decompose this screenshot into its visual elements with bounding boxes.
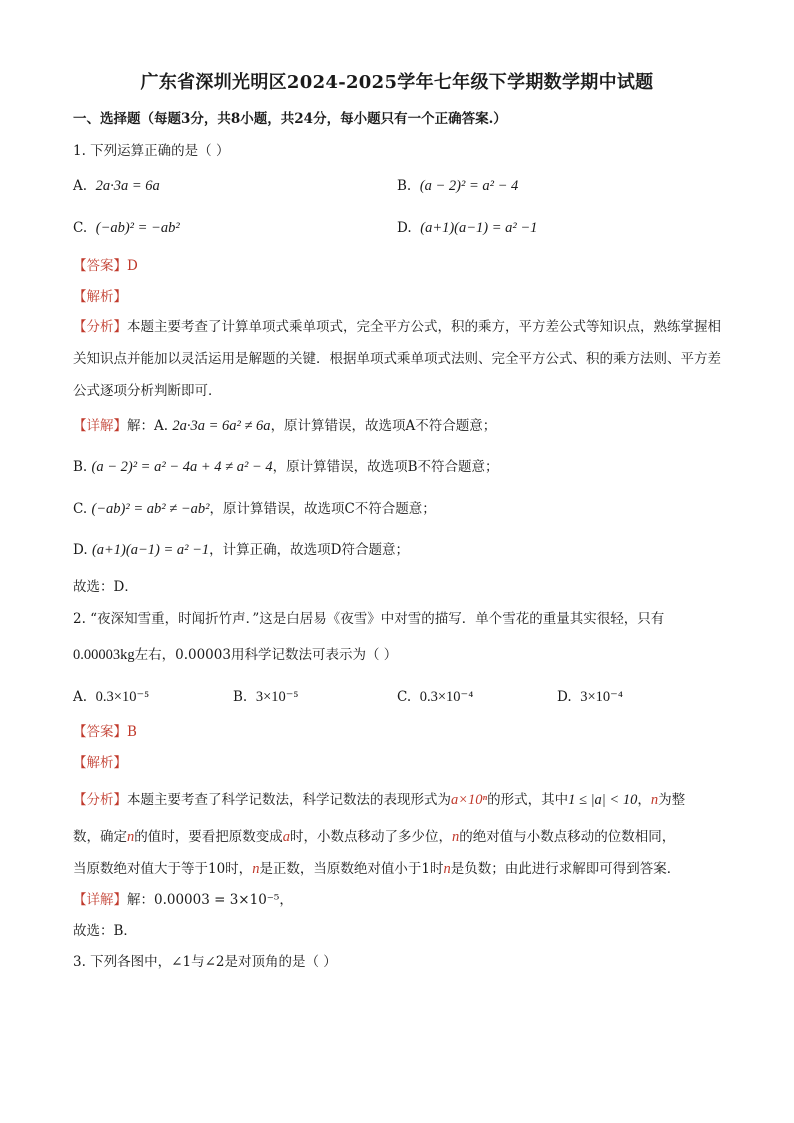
section-heading: 一、选择题（每题3分，共8小题，共24分，每小题只有一个正确答案.） [73,111,507,127]
page-title: 广东省深圳光明区2024-2025学年七年级下学期数学期中试题 [140,72,654,93]
q1-detail-d: D. (a+1)(a−1) = a² −1，计算正确，故选项D符合题意； [73,542,409,558]
q2-option-a: A. 0.3×10⁻⁵ [73,689,150,705]
q1-option-a: A. 2a·3a = 6a [73,178,160,194]
q1-option-d: D. (a+1)(a−1) = a² −1 [397,220,538,236]
q1-analysis-tag: 【解析】 [73,289,127,305]
q1-stem: 1. 下列运算正确的是（ ） [73,143,230,159]
q1-fenxi: 【分析】本题主要考查了计算单项式乘单项式，完全平方公式，积的乘方，平方差公式等知识点，熟练掌握相关知识点并能加以灵活运用是解题的关键．根据单项式乘单项式法则、完全平方公式、积的乘方法则、平方差公式逐项分析判断即可． [73,319,721,399]
q1-detail-a: 【详解】解：A. 2a·3a = 6a² ≠ 6a，原计算错误，故选项A不符合题意； [73,418,497,434]
q1-answer: 【答案】D [73,258,138,274]
q2-option-c: C. 0.3×10⁻⁴ [397,689,474,705]
q2-answer: 【答案】B [73,724,137,740]
q2-stem-line1: 2. “夜深知雪重，时闻折竹声．”这是白居易《夜雪》中对雪的描写．单个雪花的重量其实很轻，只有 [73,611,665,627]
q2-option-b: B. 3×10⁻⁵ [233,689,299,705]
q1-option-b: B. (a − 2)² = a² − 4 [397,178,519,194]
q3-stem: 3. 下列各图中，∠1与∠2是对顶角的是（ ） [73,954,337,970]
q1-choose: 故选：D． [73,579,138,595]
q2-stem-line2: 0.00003kg左右，0.00003用科学记数法可表示为（ ） [73,647,398,663]
q2-analysis-tag: 【解析】 [73,755,127,771]
q1-detail-c: C. (−ab)² = ab² ≠ −ab²，原计算错误，故选项C不符合题意； [73,501,436,517]
q2-detail: 【详解】解：0.00003 = 3×10⁻⁵， [73,892,293,908]
q1-detail-b: B. (a − 2)² = a² − 4a + 4 ≠ a² − 4，原计算错误，故选项B不符合题意； [73,459,499,475]
q1-option-c: C. (−ab)² = −ab² [73,220,180,236]
q2-option-d: D. 3×10⁻⁴ [557,689,623,705]
q2-fenxi-line2: 数，确定n的值时，要看把原数变成a时，小数点移动了多少位，n的绝对值与小数点移动的位数相同， [73,829,676,845]
q2-fenxi-line1: 【分析】本题主要考查了科学记数法，科学记数法的表现形式为a×10ⁿ的形式，其中1 ≤ |a| < 10，n为整 [73,792,686,808]
q2-choose: 故选：B． [73,923,137,939]
q2-fenxi-line3: 当原数绝对值大于等于10时，n是正数，当原数绝对值小于1时n是负数；由此进行求解即可得到答案． [73,861,681,877]
